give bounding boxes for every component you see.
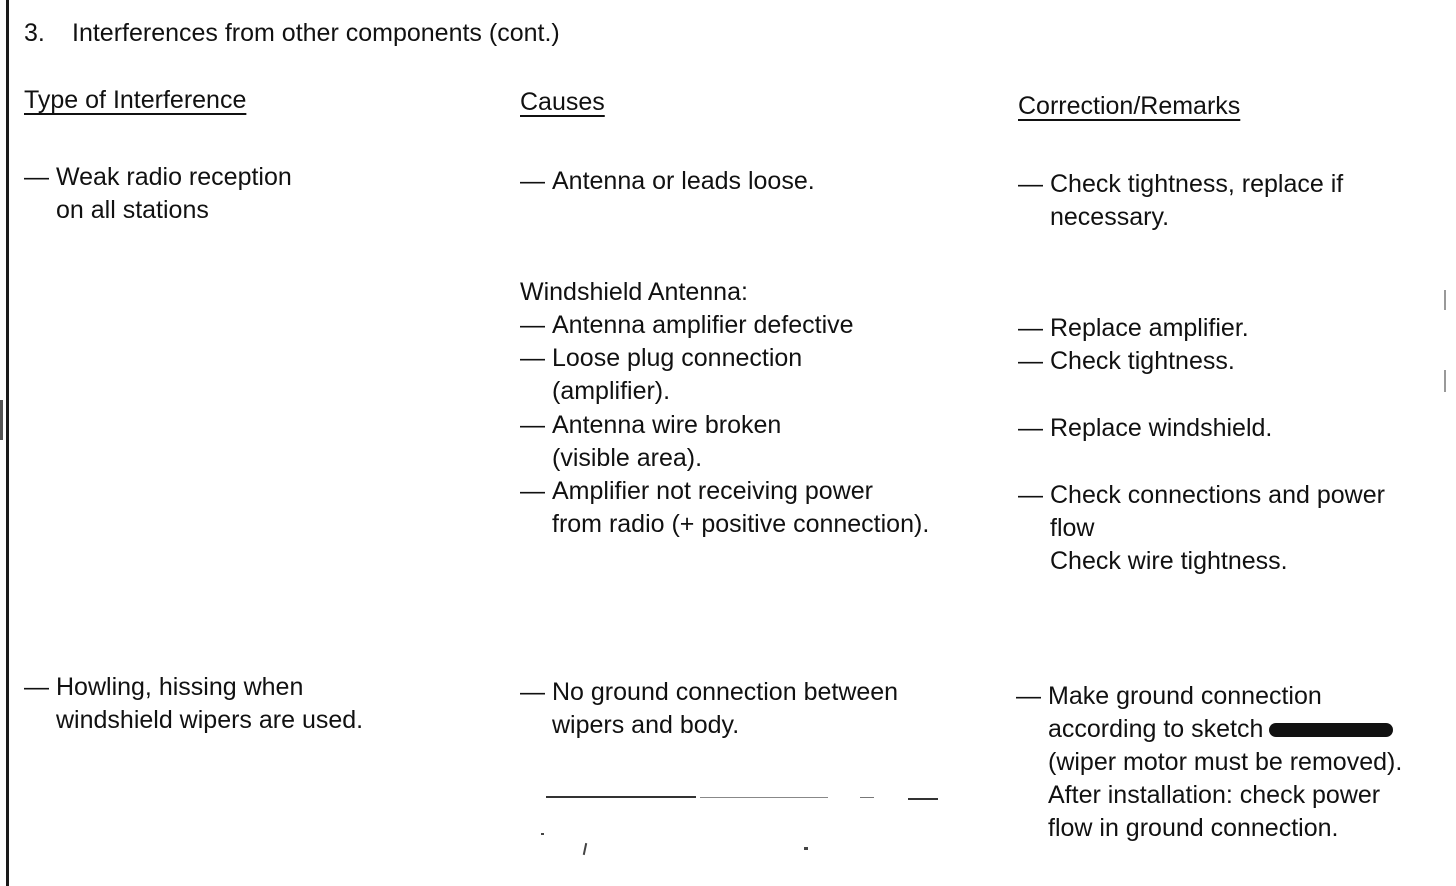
scan-rule-fragment [546, 796, 696, 798]
section-number: 3. [24, 19, 45, 47]
correction-text-line: (wiper motor must be removed). [1048, 748, 1403, 776]
correction-item-check-connections [1018, 479, 1385, 578]
dash-bullet: — [520, 311, 545, 339]
correction-text-line: Replace windshield. [1050, 414, 1273, 442]
dash-bullet: — [1018, 414, 1043, 442]
dash-bullet: — [1018, 347, 1043, 375]
dash-bullet: — [1016, 682, 1041, 710]
column-header-correction: Correction/Remarks [1018, 92, 1241, 120]
section-heading [24, 17, 560, 50]
dash-bullet: — [24, 673, 49, 701]
dash-bullet: — [520, 344, 545, 372]
type-text-line: Weak radio reception [56, 163, 292, 191]
type-text-line: windshield wipers are used. [56, 706, 364, 734]
scan-rule-fragment [908, 798, 938, 800]
correction-text-line: flow in ground connection. [1048, 814, 1339, 842]
cause-item-no-ground [520, 676, 898, 742]
dash-bullet: — [520, 678, 545, 706]
cause-item-no-power [520, 475, 929, 541]
windshield-antenna-label: Windshield Antenna: [520, 278, 748, 306]
section-title: Interferences from other components (cont.) [72, 19, 560, 47]
dash-bullet: — [24, 163, 49, 191]
scan-speck [804, 847, 808, 850]
correction-text-line: Check tightness, replace if [1050, 170, 1344, 198]
cause-text-line: Antenna amplifier defective [552, 311, 854, 339]
dash-bullet: — [520, 167, 545, 195]
scan-speck [1444, 290, 1446, 310]
scan-rule-fragment [860, 797, 874, 798]
correction-text-line [1048, 713, 1402, 746]
correction-text-line: Replace amplifier. [1050, 314, 1249, 342]
cause-text-line: Amplifier not receiving power [552, 477, 873, 505]
type-item-weak-reception [24, 161, 292, 227]
correction-text-line: Check wire tightness. [1050, 547, 1288, 575]
cause-text-line: (amplifier). [552, 377, 671, 405]
column-header-type: Type of Interference [24, 86, 247, 114]
cause-text-line: from radio (+ positive connection). [552, 510, 930, 538]
type-text-line: Howling, hissing when [56, 673, 304, 701]
correction-text-line: Check connections and power [1050, 481, 1385, 509]
correction-text-segment: according to sketch [1048, 715, 1264, 743]
correction-text-line: After installation: check power [1048, 781, 1381, 809]
cause-item-antenna-loose [520, 165, 815, 198]
cause-text-line: Antenna or leads loose. [552, 167, 815, 195]
dash-bullet: — [1018, 481, 1043, 509]
dash-bullet: — [1018, 314, 1043, 342]
scan-speck [541, 833, 544, 835]
scan-speck [0, 400, 3, 440]
correction-item-check-tightness-replace [1018, 168, 1343, 234]
dash-bullet: — [520, 411, 545, 439]
correction-text-line: Make ground connection [1048, 682, 1322, 710]
column-header-causes: Causes [520, 88, 605, 116]
correction-item-replace-windshield [1018, 412, 1272, 445]
type-item-howling [24, 671, 363, 737]
cause-item-wire-broken [520, 409, 781, 475]
type-text-line: on all stations [56, 196, 209, 224]
correction-text-line: Check tightness. [1050, 347, 1235, 375]
correction-item-ground-connection [1016, 680, 1402, 845]
scan-speck [1444, 370, 1446, 392]
dash-bullet: — [1018, 170, 1043, 198]
correction-item-replace-amplifier [1018, 312, 1249, 345]
dash-bullet: — [520, 477, 545, 505]
scan-rule-fragment [700, 797, 828, 798]
page-margin-rule [6, 0, 9, 886]
cause-text-line: Loose plug connection [552, 344, 803, 372]
cause-item-loose-plug [520, 342, 802, 408]
cause-text-line: (visible area). [552, 444, 703, 472]
correction-text-line: flow [1050, 514, 1095, 542]
redaction-mark [1269, 723, 1393, 737]
cause-item-amplifier-defective [520, 309, 854, 342]
cause-text-line: wipers and body. [552, 711, 740, 739]
correction-text-line: necessary. [1050, 203, 1170, 231]
scan-speck [583, 843, 587, 855]
cause-text-line: Antenna wire broken [552, 411, 782, 439]
correction-item-check-tightness [1018, 345, 1235, 378]
cause-text-line: No ground connection between [552, 678, 899, 706]
